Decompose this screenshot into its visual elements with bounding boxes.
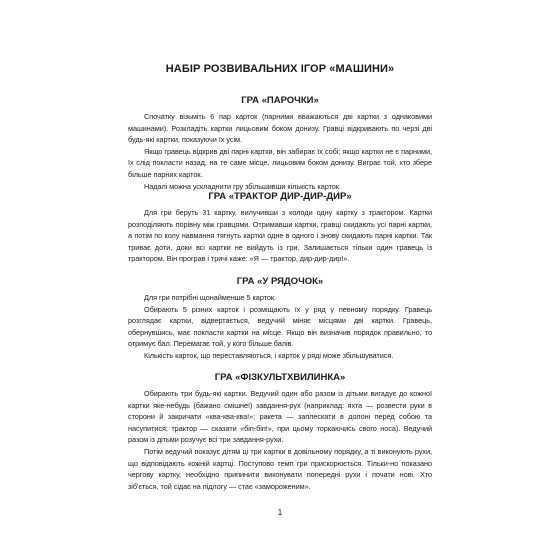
paragraph: Кількість карток, що переставляються, і карток у ряді може збільшуватися. bbox=[144, 350, 394, 360]
paragraph: Для гри беруть 31 картку, вилучивши з колоди одну картку з трактором. Картки розподіляють порівну між гравцями. Отримавши картки, гравці скидають усі парні картки, а потім по колу навмання тягнуть картки одне в одного і знову скидають парні картки. Так триває доти, доки всі картки не вийдуть із гри. Залишається тільки один гравець із трактором. Він програв і тричі каже: «Я — трактор, дир-дир-дир!». bbox=[128, 208, 432, 264]
section-parochky bbox=[128, 94, 432, 192]
section-title: ГРА «У РЯДОЧОК» bbox=[236, 276, 324, 287]
page-title: НАБІР РОЗВИВАЛЬНИХ ІГОР «МАШИНИ» bbox=[165, 63, 395, 75]
paragraph: Потім ведучий показує дітям ці три картки в довільному порядку, а ті виконують рухи, що відповідають кожній картці. Поступово темп гри прискорюється. Тільки-но показано чергову картку, необхідно припинити виконувати попередні рухи і почати нові. Хто зіб'ється, той сідає на підлогу — стає «замороженим». bbox=[128, 446, 432, 491]
paragraph: Обирають 5 різних карток і розміщають їх у ряд у певному порядку. Гравець розглядає картки, відвертається, ведучий міняє місцями дві картки. Гравець, обернувшись, має покласти картки на місце. Якщо він визначив порядок правильно, то отримує бал. Перемагає той, у кого більше балів. bbox=[128, 304, 432, 349]
paragraph: Надалі можна ускладнити гру збільшивши кількість карток. bbox=[144, 181, 341, 191]
section-title: ГРА «ПАРОЧКИ» bbox=[241, 95, 319, 106]
page-number: 1 bbox=[277, 508, 283, 517]
section-u-riadochok bbox=[128, 275, 432, 362]
paragraph: Спочатку візьміть 6 пар карток (парними вважаються дві картки з однаковими машинами). Розкладіть картки лицьовим боком донизу. Гравці відкривають по черзі дві будь-які картки, показуючи їх усім. bbox=[128, 112, 432, 145]
paragraph: Для гри потрібні щонайменше 5 карток. bbox=[144, 293, 276, 302]
section-title: ГРА «ТРАКТОР ДИР-ДИР-ДИР» bbox=[208, 191, 352, 202]
paragraph: Обирають три будь-які картки. Ведучий один або разом із дітьми вигадує до кожної картки яке-небудь (бажано смішне!) завдання-рух (наприклад: яхта — розвести руки в сторони й закричати «ква-ква-ква!»; ракета — заплескати в долоні перед собою та насупитися; трактор — сказати «біп-біп!», при цьому торкаючись свого носа). Ведучий разом із дітьми розучує всі три завдання-рухи. bbox=[128, 389, 432, 445]
section-traktor bbox=[128, 190, 432, 265]
paragraph: Якщо гравець відкрив дві парні картки, він забирає їх собі; якщо картки не є парними, їх слід покласти назад, на те саме місце, лицьовим боком донизу. Виграє той, хто збере більше парних карток. bbox=[128, 146, 432, 179]
section-fizkultkhvylynka bbox=[128, 371, 432, 492]
section-title: ГРА «ФІЗКУЛЬТХВИЛИНКА» bbox=[214, 372, 346, 383]
